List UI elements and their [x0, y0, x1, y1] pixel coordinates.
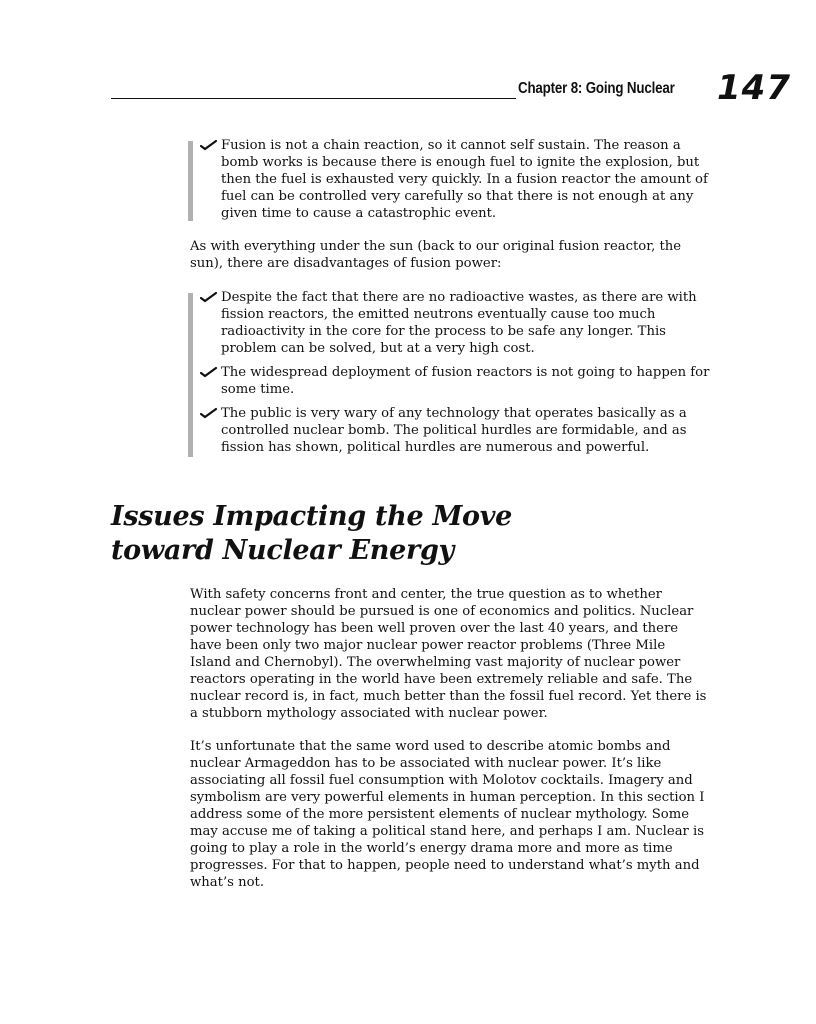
bullet-text: Fusion is not a chain reaction, so it cannot self sustain. The reason a bomb works is because there is enough fuel to ignite the explosion, but then the fuel is exhausted very quickly. In a fusion reactor the amount of fuel can be controlled very carefully so that there is not enough at any given time to cause a catastrophic event. — [221, 138, 708, 221]
checkmark-icon — [200, 366, 218, 378]
page-number: 147 — [717, 68, 791, 108]
section-heading — [111, 500, 711, 568]
bullet-text: Despite the fact that there are no radioactive wastes, as there are with fission reactors, the emitted neutrons eventually cause too much radioactivity in the core for the process to be safe any longer. This problem can be solved, but at a very high cost. — [221, 290, 697, 356]
section-paragraph-1 — [190, 586, 710, 722]
paragraph-text: With safety concerns front and center, the true question as to whether nuclear power should be pursued is one of economics and politics. Nuclear power technology has been well proven over the last 40 years, and there have been only two major nuclear power reactor problems (Three Mile Island and Chernobyl). The overwhelming vast majority of nuclear power reactors operating in the world have been extremely reliable and safe. The nuclear record is, in fact, much better than the fossil fuel record. Yet there is a stubborn mythology associated with nuclear power. — [190, 587, 707, 721]
bullet-list-disadvantages — [188, 289, 718, 463]
header-rule — [111, 98, 516, 99]
bullet-text: The widespread deployment of fusion reactors is not going to happen for some time. — [221, 365, 710, 397]
bullet-item — [188, 364, 718, 398]
section-heading-line1: Issues Impacting the Move — [111, 501, 513, 532]
bullet-list-top — [188, 137, 718, 229]
bullet-text: The public is very wary of any technology that operates basically as a controlled nuclear bomb. The political hurdles are formidable, and as fission has shown, political hurdles are numerous and powerful. — [221, 406, 687, 455]
paragraph-text: It’s unfortunate that the same word used to describe atomic bombs and nuclear Armageddon has to be associated with nuclear power. It’s like associating all fossil fuel consumption with Molotov cocktails. Imagery and symbolism are very powerful elements in human perception. In this section I address some of the more persistent elements of nuclear mythology. Some may accuse me of taking a political stand here, and perhaps I am. Nuclear is going to play a role in the world’s energy drama more and more as time progresses. For that to happen, people need to understand what’s myth and what’s not. — [190, 739, 705, 890]
bullet-item — [188, 405, 718, 456]
intro-paragraph — [190, 238, 710, 272]
bullet-item — [188, 289, 718, 357]
chapter-title: Chapter 8: Going Nuclear — [518, 80, 675, 97]
checkmark-icon — [200, 291, 218, 303]
section-paragraph-2 — [190, 738, 710, 891]
bullet-item — [188, 137, 718, 222]
running-header — [111, 68, 795, 112]
section-heading-line2: toward Nuclear Energy — [111, 535, 454, 566]
checkmark-icon — [200, 139, 218, 151]
checkmark-icon — [200, 407, 218, 419]
paragraph-text: As with everything under the sun (back to our original fusion reactor, the sun), there are disadvantages of fusion power: — [190, 239, 682, 271]
